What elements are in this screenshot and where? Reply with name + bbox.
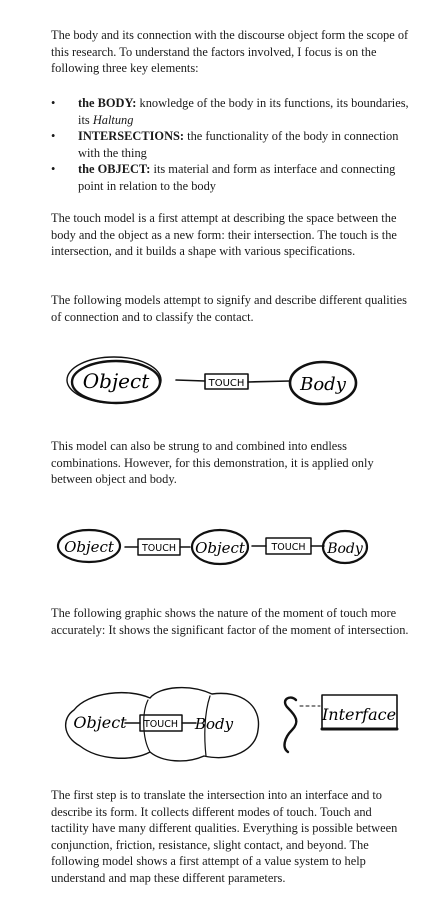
- touch-model-paragraph: The touch model is a first attempt at describing the space between the body and the object as a new form: their intersection. The touch is the intersection, and it builds a shape with various specifications.: [51, 211, 397, 259]
- first-step-paragraph: The first step is to translate the intersection into an interface and to describe its form. It collects different modes of touch. Touch and tactility have many different qualities. Everything is possible between conjunction, friction, resistance, slight contact, and beyond. The following model shows a first attempt of a value system to help understand and map these different parameters.: [51, 788, 398, 885]
- body-label: Body: [194, 715, 234, 733]
- object-label: Object: [64, 538, 114, 556]
- object-label: Object: [195, 539, 245, 557]
- chained-touch-diagram: [0, 523, 433, 573]
- connector-line: [176, 380, 205, 381]
- touch-label: TOUCH: [271, 542, 306, 553]
- touch-label: TOUCH: [143, 719, 179, 730]
- object-label: Object: [82, 369, 150, 393]
- list-item: [51, 128, 411, 161]
- strung-paragraph: This model can also be strung to and combined into endless combinations. However, for this demonstration, it is applied only between object and body.: [51, 439, 374, 487]
- list-item-term: the BODY:: [78, 96, 137, 110]
- list-item-text: its material and form as interface and connecting point in relation to the body: [78, 162, 396, 193]
- graphic-paragraph: The following graphic shows the nature of the moment of touch more accurately: It shows the significant factor of the moment of intersection.: [51, 606, 409, 637]
- touch-model-diagram: [0, 350, 433, 414]
- intersection-profile-squiggle: [285, 698, 297, 752]
- intro-paragraph: The body and its connection with the discourse object form the scope of this research. To understand the factors involved, I focus is on the following three key elements:: [51, 28, 409, 76]
- touch-label: TOUCH: [141, 543, 177, 554]
- list-item: [51, 95, 411, 128]
- list-item-text: knowledge of the body in its functions, its boundaries, its: [78, 96, 409, 127]
- list-item-text: the functionality of the body in connection with the thing: [78, 129, 399, 160]
- list-item-italic: Haltung: [92, 112, 134, 127]
- key-elements-list: [51, 95, 411, 195]
- interface-label: Interface: [321, 705, 397, 724]
- touch-label: TOUCH: [208, 378, 245, 389]
- list-item-term: the OBJECT:: [78, 162, 151, 177]
- list-item: [51, 161, 411, 194]
- intersection-interface-diagram: [0, 678, 433, 770]
- following-models-paragraph: The following models attempt to signify and describe different qualities of connection and to classify the contact.: [51, 293, 407, 324]
- body-label: Body: [300, 374, 346, 395]
- connector-line: [248, 381, 290, 382]
- body-label: Body: [327, 541, 363, 557]
- object-label: Object: [73, 713, 127, 732]
- list-item-term: INTERSECTIONS:: [78, 129, 185, 144]
